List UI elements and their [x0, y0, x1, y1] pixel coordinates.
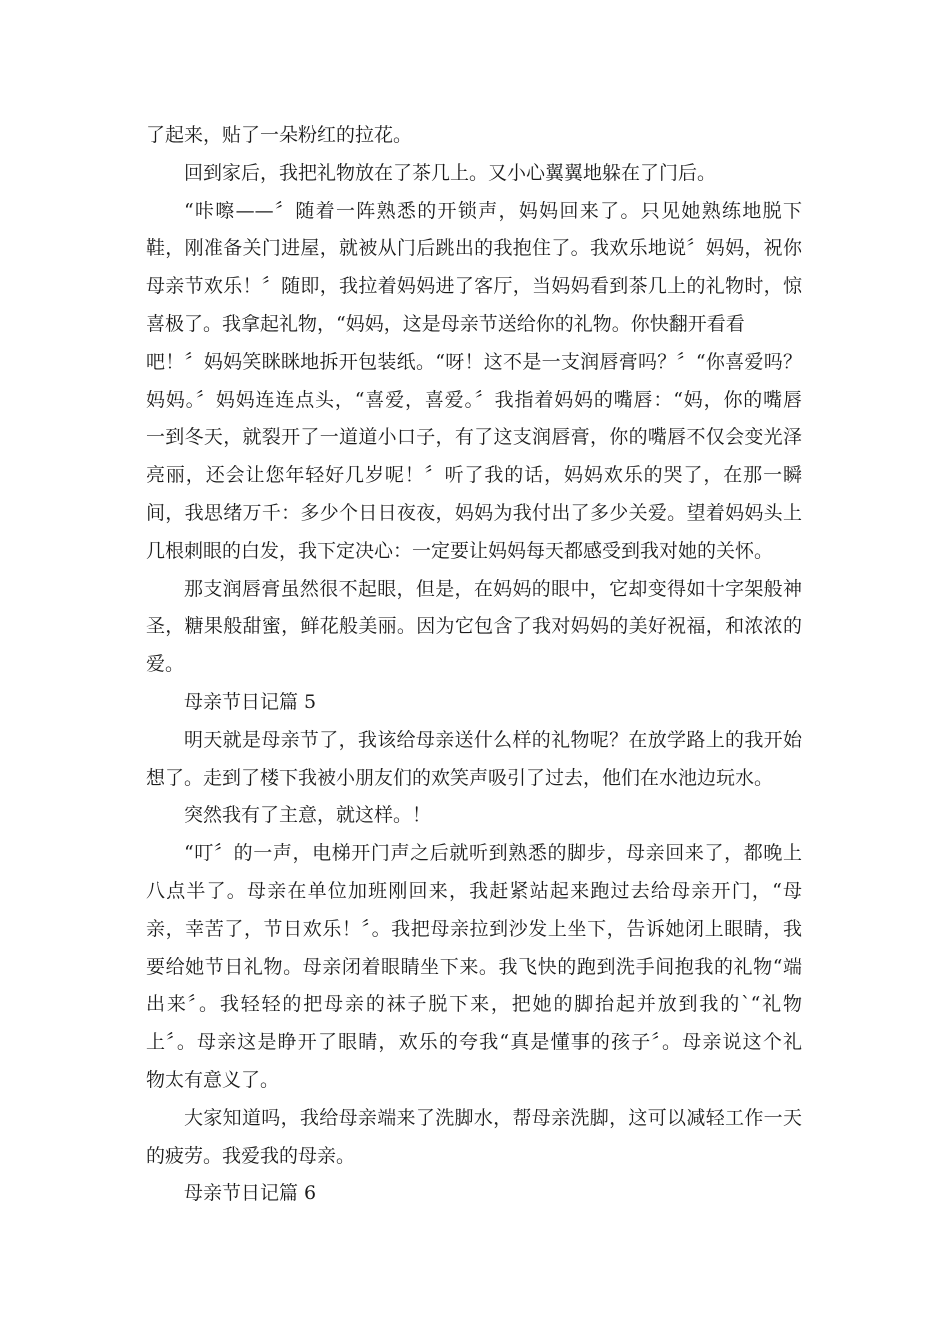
text-line: 母亲节日记篇 5	[184, 690, 317, 713]
text-line: 八点半了。母亲在单位加班刚回来，我赶紧站起来跑过去给母亲开门，“母	[146, 879, 802, 902]
text-line: 爱。	[146, 653, 185, 676]
text-line: 出来〞。我轻轻的把母亲的袜子脱下来，把她的脚抬起并放到我的`“礼物	[146, 993, 802, 1016]
text-line: 了起来，贴了一朵粉红的拉花。	[146, 124, 413, 146]
text-line: 鞋，刚准备关门进屋，就被从门后跳出的我抱住了。我欢乐地说〞妈妈，祝你	[146, 237, 802, 260]
text-line: 上〞。母亲这是睁开了眼睛，欢乐的夸我“真是懂事的孩子〞。母亲说这个礼	[146, 1031, 802, 1054]
text-line: 圣，糖果般甜蜜，鲜花般美丽。因为它包含了我对妈妈的美好祝福，和浓浓的	[146, 615, 802, 638]
text-line: 的疲劳。我爱我的母亲。	[146, 1144, 356, 1167]
text-line: 亲，幸苦了，节日欢乐！〞。我把母亲拉到沙发上坐下，告诉她闭上眼睛，我	[146, 917, 802, 940]
text-line: 间，我思绪万千：多少个日日夜夜，妈妈为我付出了多少关爱。望着妈妈头上	[146, 501, 802, 524]
text-line: 喜极了。我拿起礼物，“妈妈，这是母亲节送给你的礼物。你快翻开看看	[146, 312, 745, 335]
text-line: 回到家后，我把礼物放在了茶几上。又小心翼翼地躲在了门后。	[184, 161, 717, 184]
text-line: 几根刺眼的白发，我下定决心：一定要让妈妈每天都感受到我对她的关怀。	[146, 539, 774, 562]
text-line: 物太有意义了。	[146, 1068, 280, 1091]
text-line: “咔嚓——〞随着一阵熟悉的开锁声，妈妈回来了。只见她熟练地脱下	[184, 199, 802, 222]
document-body	[146, 117, 802, 1213]
text-line: 想了。走到了楼下我被小朋友们的欢笑声吸引了过去，他们在水池边玩水。	[146, 766, 774, 789]
text-line: 母亲节欢乐！〞随即，我拉着妈妈进了客厅，当妈妈看到茶几上的礼物时，惊	[146, 275, 802, 298]
text-line: 吧！〞妈妈笑眯眯地拆开包装纸。“呀！这不是一支润唇膏吗？〞“你喜爱吗？	[146, 350, 802, 373]
text-line: 大家知道吗，我给母亲端来了洗脚水，帮母亲洗脚，这可以减轻工作一天	[184, 1106, 802, 1129]
text-line: 亮丽，还会让您年轻好几岁呢！〞听了我的话，妈妈欢乐的哭了，在那一瞬	[146, 464, 802, 487]
text-line: “叮〞的一声，电梯开门声之后就听到熟悉的脚步，母亲回来了，都晚上	[184, 842, 802, 865]
text-line: 母亲节日记篇 6	[184, 1182, 317, 1205]
text-line: 那支润唇膏虽然很不起眼，但是，在妈妈的眼中，它却变得如十字架般神	[184, 577, 802, 600]
text-line: 妈妈。〞妈妈连连点头，“喜爱，喜爱。〞我指着妈妈的嘴唇：“妈，你的嘴唇	[146, 388, 802, 411]
text-line: 要给她节日礼物。母亲闭着眼睛坐下来。我飞快的跑到洗手间抱我的礼物“端	[146, 955, 802, 978]
text-line: 突然我有了主意，就这样。！	[184, 804, 432, 827]
text-line: 明天就是母亲节了，我该给母亲送什么样的礼物呢？在放学路上的我开始	[184, 728, 802, 751]
text-line: 一到冬天，就裂开了一道道小口子，有了这支润唇膏，你的嘴唇不仅会变光泽	[146, 426, 802, 449]
